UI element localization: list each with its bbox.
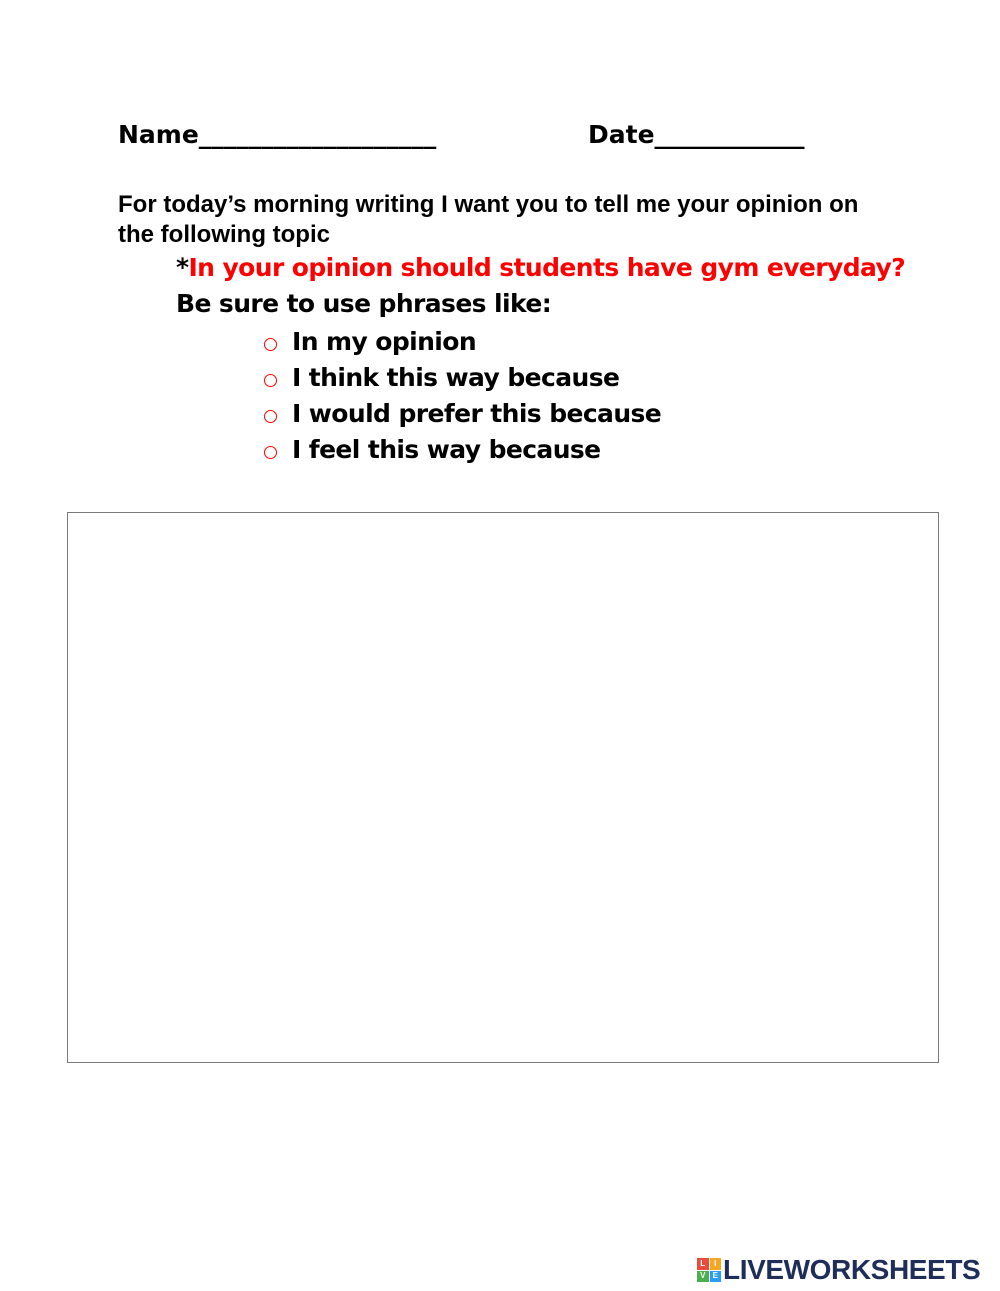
phrase-list [264, 324, 661, 467]
logo-tile-l: L [697, 1258, 709, 1270]
question-asterisk: * [176, 253, 189, 282]
date-field-label[interactable]: Date____________ [588, 120, 805, 149]
list-item [264, 396, 661, 432]
liveworksheets-logo-icon [697, 1258, 721, 1282]
logo-tile-i: I [710, 1258, 722, 1270]
list-item [264, 324, 661, 360]
prompt-question [176, 253, 936, 282]
logo-tile-v: V [697, 1271, 709, 1283]
liveworksheets-wordmark: LIVEWORKSHEETS [723, 1254, 981, 1285]
phrases-heading: Be sure to use phrases like: [176, 289, 552, 318]
answer-writing-box[interactable] [67, 512, 939, 1063]
logo-tile-e: E [710, 1271, 722, 1283]
intro-instructions: For today’s morning writing I want you to tell me your opinion on the following topic [118, 191, 859, 248]
phrase-text: I would prefer this because [292, 398, 662, 428]
question-text: In your opinion should students have gym everyday? [188, 253, 906, 282]
hollow-circle-icon [264, 338, 277, 351]
phrase-text: I think this way because [292, 363, 620, 393]
list-item [264, 360, 661, 396]
liveworksheets-logo [697, 1255, 980, 1285]
list-item [264, 431, 661, 467]
hollow-circle-icon [264, 410, 277, 423]
header-line [118, 120, 918, 154]
hollow-circle-icon [264, 446, 277, 459]
phrase-text: I feel this way because [292, 434, 601, 464]
hollow-circle-icon [264, 374, 277, 387]
phrase-text: In my opinion [292, 327, 477, 357]
name-field-label[interactable]: Name___________________ [118, 120, 437, 149]
